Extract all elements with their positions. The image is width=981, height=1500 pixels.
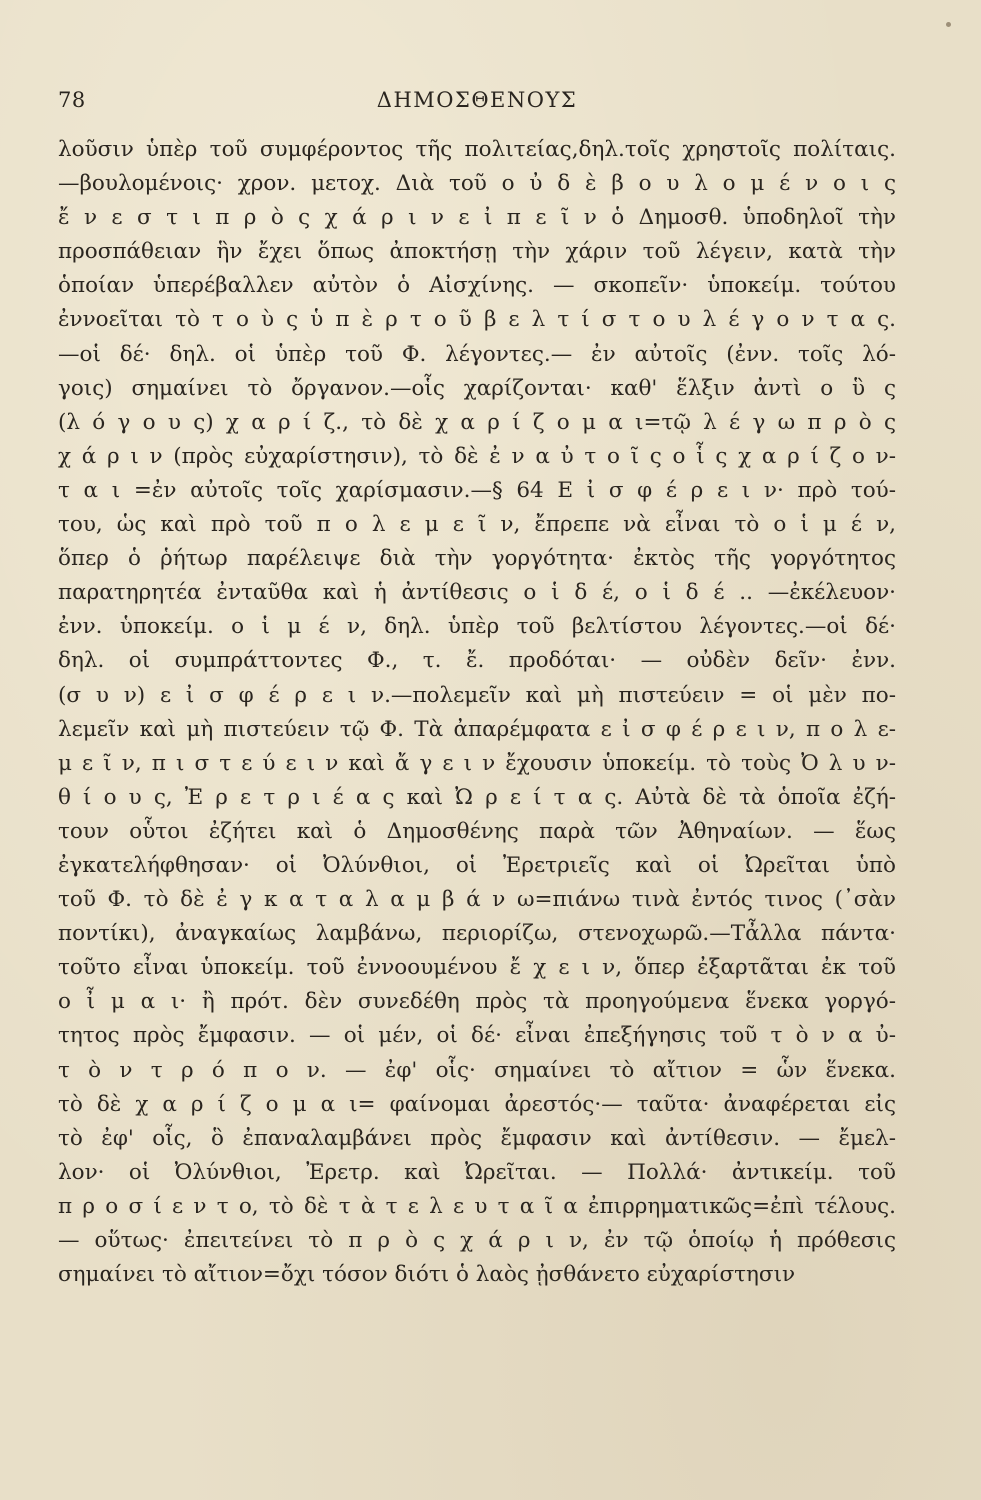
text-line: ἔ ν ε σ τ ι π ρ ὸ ς χ ά ρ ι ν ε ἰ π ε ῖ ν ὁ Δημοσθ. ὑποδηλοῖ τὴν bbox=[58, 205, 896, 231]
text-line: παρατηρητέα ἐνταῦθα καὶ ἡ ἀντίθεσις ο ἱ δ έ, ο ἱ δ έ .. —ἐκέλευον· bbox=[58, 580, 896, 606]
text-line: προσπάθειαν ἣν ἔχει ὅπως ἀποκτήσῃ τὴν χάριν τοῦ λέγειν, κατὰ τὴν bbox=[58, 239, 896, 265]
text-line: λον· οἱ Ὀλύνθιοι, Ἐρετρ. καὶ Ὠρεῖται. — Πολλά· ἀντικείμ. τοῦ bbox=[58, 1159, 896, 1185]
text-line: ο ἶ μ α ι· ἢ πρότ. δὲν συνεδέθη πρὸς τὰ προηγούμενα ἕνεκα γοργό- bbox=[58, 989, 896, 1015]
text-line: μ ε ῖ ν, π ι σ τ ε ύ ε ι ν καὶ ἄ γ ε ι ν ἔχουσιν ὑποκείμ. τὸ τοὺς Ὀ λ υ ν- bbox=[58, 750, 896, 776]
text-line: ἐγκατελήφθησαν· οἱ Ὀλύνθιοι, οἱ Ἐρετριεῖς καὶ οἱ Ὠρεῖται ὑπὸ bbox=[58, 852, 896, 878]
text-line: χ ά ρ ι ν (πρὸς εὐχαρίστησιν), τὸ δὲ ἐ ν α ὐ τ ο ῖ ς ο ἷ ς χ α ρ ί ζ ο ν- bbox=[58, 443, 896, 469]
text-line: τουν οὗτοι ἐζήτει καὶ ὁ Δημοσθένης παρὰ τῶν Ἀθηναίων. — ἕως bbox=[58, 818, 896, 844]
running-head: ΔΗΜΟΣΘΕΝΟΥΣ bbox=[376, 88, 578, 112]
text-line: —οἱ δέ· δηλ. οἱ ὑπὲρ τοῦ Φ. λέγοντες.— ἐν αὐτοῖς (ἐνν. τοῖς λό- bbox=[58, 341, 896, 367]
page-header bbox=[58, 88, 896, 118]
text-line: τ ὸ ν τ ρ ό π ο ν. — ἐφ' οἷς· σημαίνει τὸ αἴτιον = ὧν ἕνεκα. bbox=[58, 1057, 896, 1083]
text-line: γοις) σημαίνει τὸ ὄργανον.—οἷς χαρίζονται· καθ' ἕλξιν ἀντὶ ο ὓ ς bbox=[58, 375, 896, 401]
text-line: ἐννοεῖται τὸ τ ο ὺ ς ὑ π ὲ ρ τ ο ῦ β ε λ τ ί σ τ ο υ λ έ γ ο ν τ α ς. bbox=[58, 307, 896, 333]
text-line: (λ ό γ ο υ ς) χ α ρ ί ζ., τὸ δὲ χ α ρ ί ζ ο μ α ι=τῷ λ έ γ ω π ρ ὸ ς bbox=[58, 409, 896, 435]
text-line: λοῦσιν ὑπὲρ τοῦ συμφέροντος τῆς πολιτείας,δηλ.τοῖς χρηστοῖς πολίταις. bbox=[58, 137, 896, 162]
text-line: σημαίνει τὸ αἴτιον=ὄχι τόσον διότι ὁ λαὸς ᾐσθάνετο εὐχαρίστησιν bbox=[58, 1262, 796, 1288]
text-line: — οὕτως· ἐπειτείνει τὸ π ρ ὸ ς χ ά ρ ι ν, ἐν τῷ ὁποίῳ ἡ πρόθεσις bbox=[58, 1228, 896, 1253]
paper-speck bbox=[946, 22, 951, 27]
text-line: τὸ δὲ χ α ρ ί ζ ο μ α ι= φαίνομαι ἀρεστός·— ταῦτα· ἀναφέρεται εἰς bbox=[58, 1091, 896, 1117]
text-line: του, ὡς καὶ πρὸ τοῦ π ο λ ε μ ε ῖ ν, ἔπρεπε νὰ εἶναι τὸ ο ἱ μ έ ν, bbox=[58, 512, 896, 538]
text-line: θ ί ο υ ς, Ἐ ρ ε τ ρ ι έ α ς καὶ Ὠ ρ ε ί τ α ς. Αὐτὰ δὲ τὰ ὁποῖα ἐζή- bbox=[58, 784, 896, 810]
text-line: —βουλομένοις· χρον. μετοχ. Διὰ τοῦ ο ὐ δ ὲ β ο υ λ ο μ έ ν ο ι ς bbox=[58, 171, 896, 197]
text-line: λεμεῖν καὶ μὴ πιστεύειν τῷ Φ. Τὰ ἀπαρέμφατα ε ἰ σ φ έ ρ ε ι ν, π ο λ ε- bbox=[58, 716, 896, 742]
page-number: 78 bbox=[58, 88, 86, 112]
text-line: ὁποίαν ὑπερέβαλλεν αὐτὸν ὁ Αἰσχίνης. — σκοπεῖν· ὑποκείμ. τούτου bbox=[58, 273, 896, 299]
text-line: ὅπερ ὁ ῥήτωρ παρέλειψε διὰ τὴν γοργότητα· ἐκτὸς τῆς γοργότητος bbox=[58, 546, 896, 572]
text-line: δηλ. οἱ συμπράττοντες Φ., τ. ἔ. προδόται· — οὐδὲν δεῖν· ἐνν. bbox=[58, 648, 896, 674]
text-line: τοῦτο εἶναι ὑποκείμ. τοῦ ἐννοουμένου ἔ χ ε ι ν, ὅπερ ἐξαρτᾶται ἐκ τοῦ bbox=[58, 955, 896, 981]
text-line: τητος πρὸς ἔμφασιν. — οἱ μέν, οἱ δέ· εἶναι ἐπεξήγησις τοῦ τ ὸ ν α ὐ- bbox=[58, 1023, 896, 1049]
text-line: τ α ι =ἐν αὐτοῖς τοῖς χαρίσμασιν.—§ 64 Ε ἰ σ φ έ ρ ε ι ν· πρὸ τού- bbox=[58, 477, 896, 503]
text-line: ποντίκι), ἀναγκαίως λαμβάνω, περιορίζω, στενοχωρῶ.—Τἆλλα πάντα· bbox=[58, 921, 896, 947]
text-line: (σ υ ν) ε ἰ σ φ έ ρ ε ι ν.—πολεμεῖν καὶ μὴ πιστεύειν = οἱ μὲν πο- bbox=[58, 682, 896, 708]
text-line: π ρ ο σ ί ε ν τ ο, τὸ δὲ τ ὰ τ ε λ ε υ τ α ῖ α ἐπιρρηματικῶς=ἐπὶ τέλους. bbox=[58, 1193, 896, 1219]
text-line: ἐνν. ὑποκείμ. ο ἱ μ έ ν, δηλ. ὑπὲρ τοῦ βελτίστου λέγοντες.—οἱ δέ· bbox=[58, 614, 896, 640]
commentary-text bbox=[58, 133, 896, 1292]
text-line: τὸ ἐφ' οἷς, ὃ ἐπαναλαμβάνει πρὸς ἔμφασιν καὶ ἀντίθεσιν. — ἔμελ- bbox=[58, 1125, 896, 1151]
text-line: τοῦ Φ. τὸ δὲ ἐ γ κ α τ α λ α μ β ά ν ω=πιάνω τινὰ ἐντός τινος (᾽σὰν bbox=[58, 887, 896, 913]
